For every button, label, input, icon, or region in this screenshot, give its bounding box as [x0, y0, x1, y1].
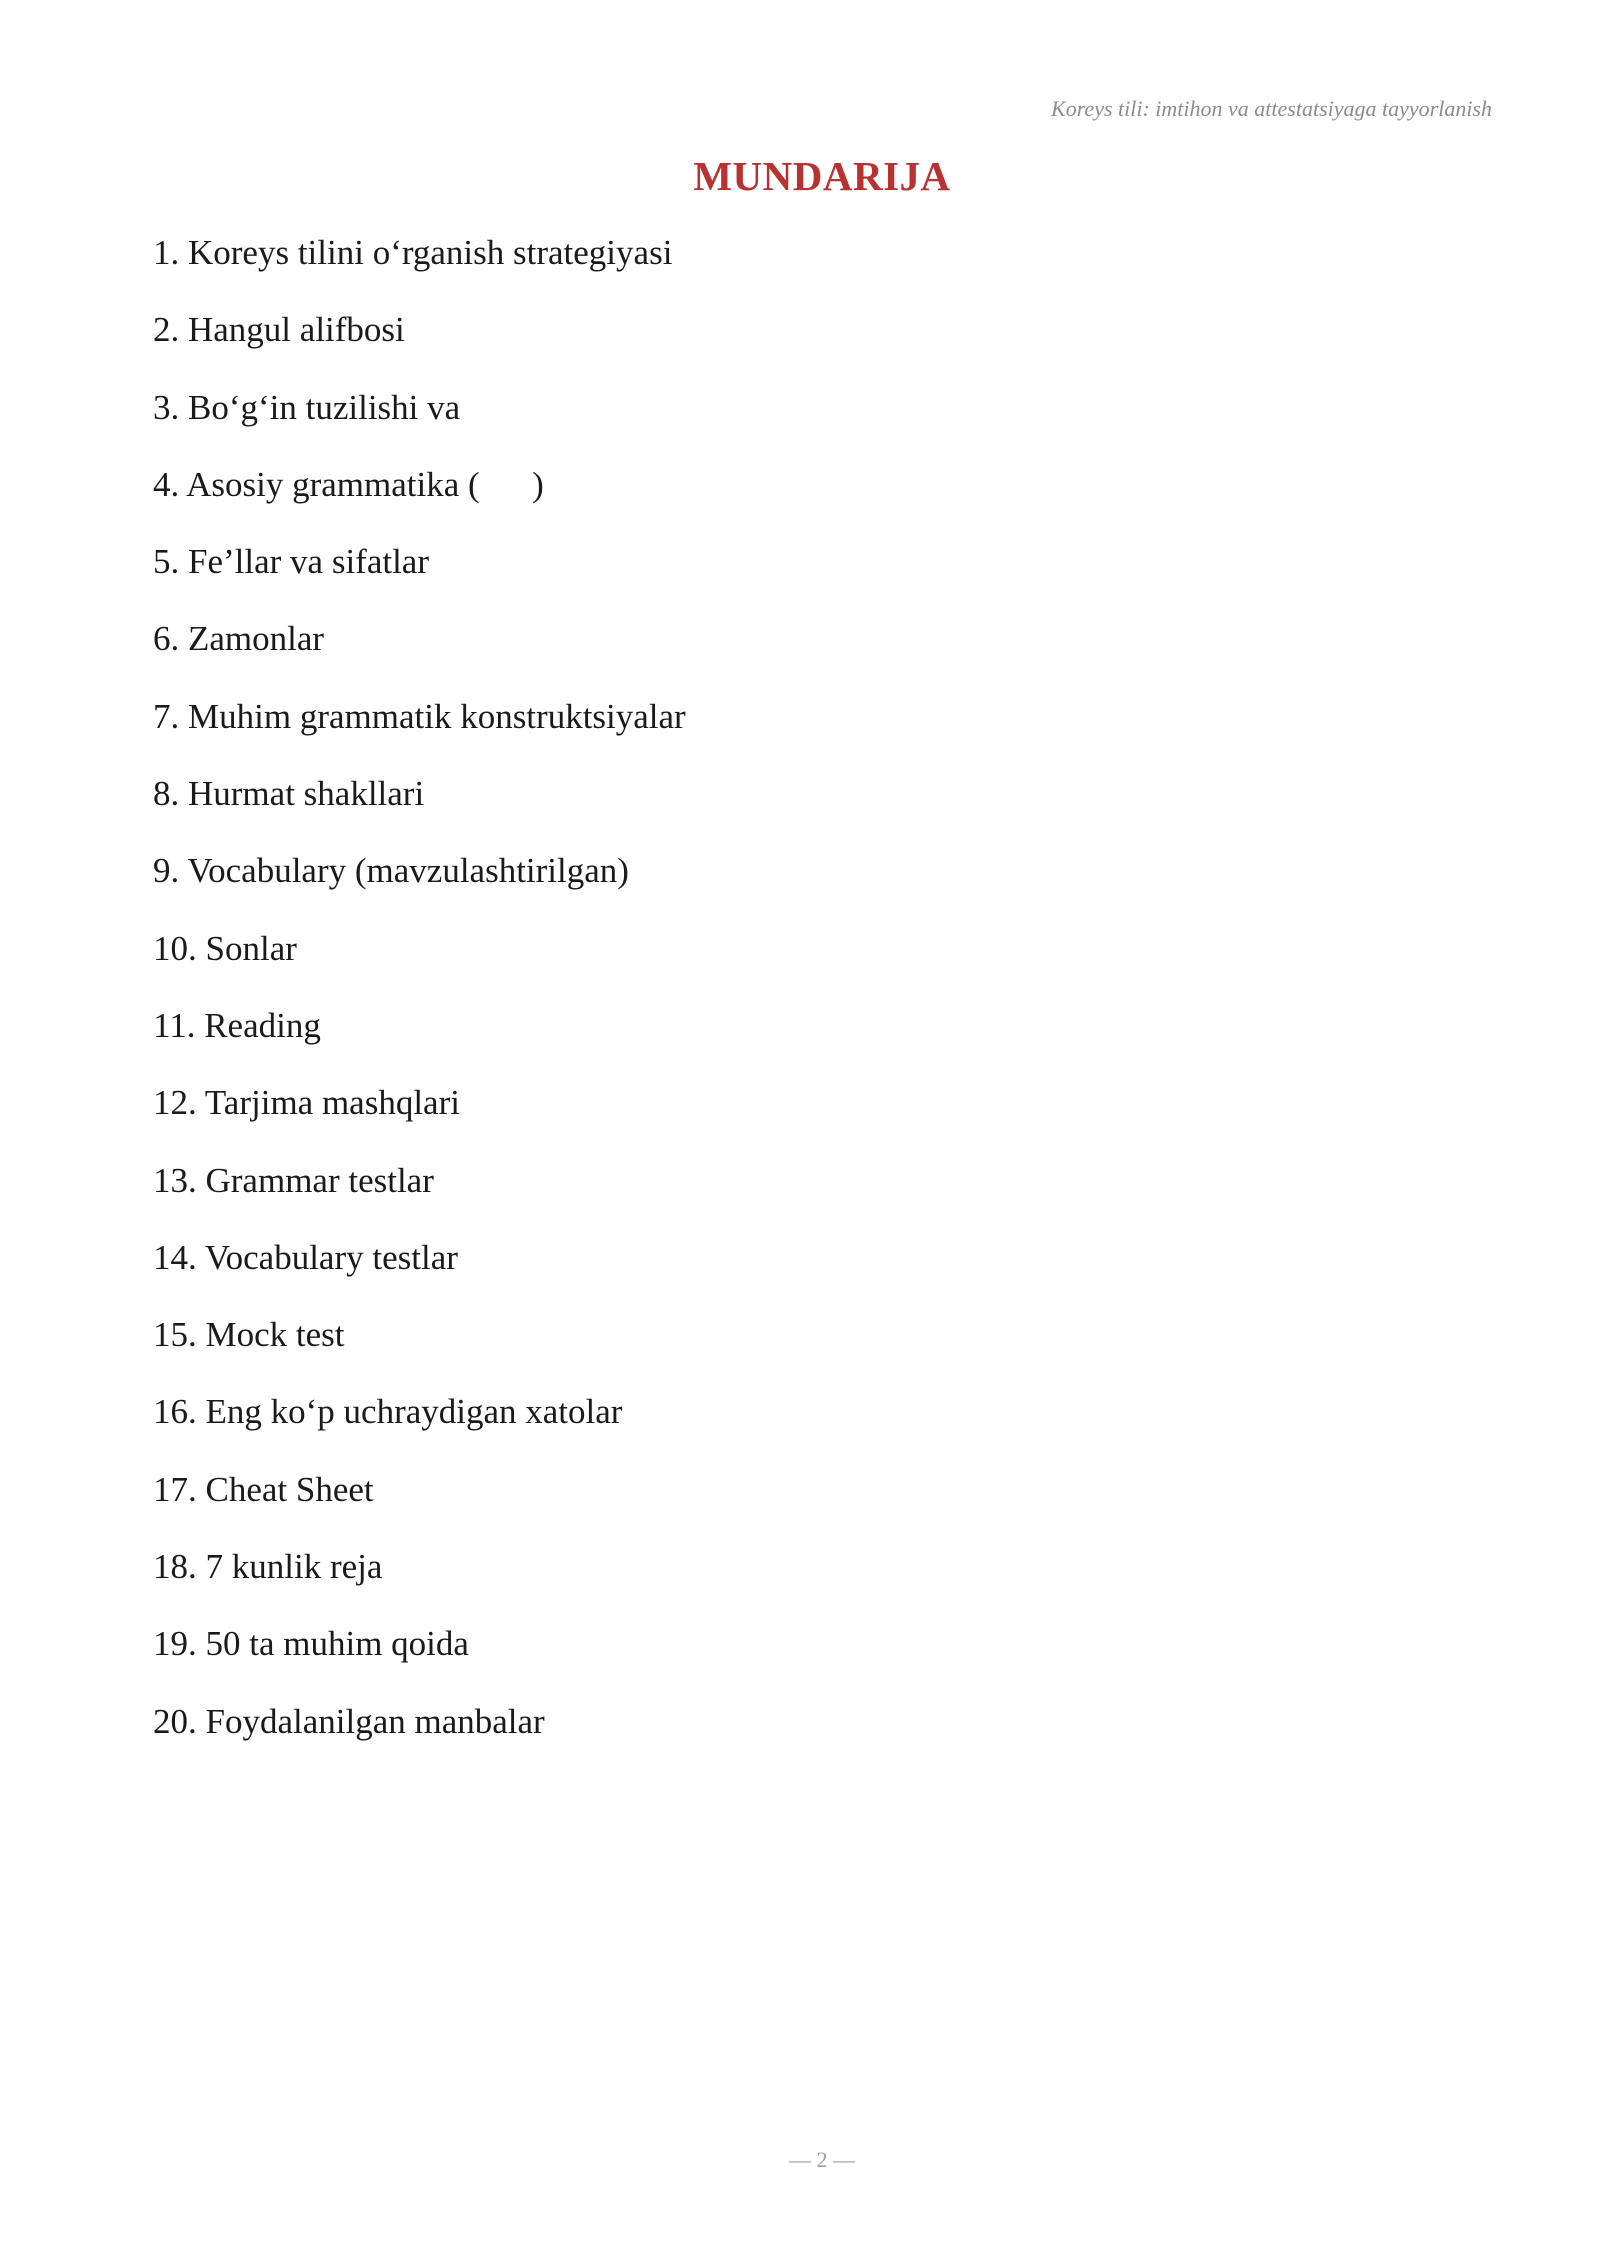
toc-item: [153, 542, 686, 619]
toc-item-number: 13.: [153, 1160, 197, 1200]
page-title: MUNDARIJA: [693, 153, 951, 199]
toc-item: [153, 1470, 686, 1547]
toc-item: [153, 774, 686, 851]
toc-item-number: 9.: [153, 851, 180, 891]
toc-item: [153, 1083, 686, 1160]
toc-item-number: 17.: [153, 1469, 197, 1509]
toc-item: [153, 1161, 686, 1238]
toc-item: [153, 1315, 686, 1392]
toc-item-label: Mock test: [205, 1315, 345, 1355]
toc-item-number: 6.: [153, 619, 180, 659]
toc-item: [153, 929, 686, 1006]
toc-item: [153, 1624, 686, 1701]
toc-item-label: Koreys tilini o‘rganish strategiyasi: [188, 233, 673, 272]
toc-item-number: 5.: [153, 542, 180, 582]
toc-item-label: Bo‘g‘in tuzilishi va: [188, 387, 461, 427]
toc-item-label: Hurmat shakllari: [188, 774, 425, 814]
toc-item-label: Eng ko‘p uchraydigan xatolar: [205, 1392, 623, 1432]
toc-item: [153, 233, 686, 310]
table-of-contents: [153, 233, 686, 1779]
toc-item: [153, 388, 686, 465]
toc-item-number: 14.: [153, 1237, 197, 1277]
toc-item: [153, 697, 686, 774]
toc-item-label: Foydalanilgan manbalar: [205, 1701, 545, 1741]
toc-item: [153, 619, 686, 696]
toc-item: [153, 465, 686, 542]
toc-item-label: Tarjima mashqlari: [204, 1083, 460, 1123]
toc-item-label: 7 kunlik reja: [205, 1547, 383, 1587]
toc-item: [153, 1006, 686, 1083]
toc-item-number: 18.: [153, 1547, 197, 1587]
toc-item-number: 3.: [153, 387, 180, 427]
toc-item: [153, 1238, 686, 1315]
toc-item: [153, 310, 686, 387]
toc-item-label: 50 ta muhim qoida: [205, 1624, 469, 1664]
toc-item: [153, 1702, 686, 1779]
running-header: Koreys tili: imtihon va attestatsiyaga tayyorlanish: [1051, 96, 1492, 121]
toc-item-number: 10.: [153, 928, 197, 968]
toc-item-number: 8.: [153, 774, 180, 814]
toc-item-number: 15.: [153, 1315, 197, 1355]
toc-item-number: 11.: [153, 1005, 196, 1045]
toc-item-number: 4.: [153, 464, 180, 504]
toc-item-label: Sonlar: [205, 928, 297, 968]
toc-item-number: 7.: [153, 696, 180, 736]
toc-item-label: Cheat Sheet: [205, 1469, 374, 1509]
toc-item: [153, 851, 686, 928]
toc-item-label: Grammar testlar: [205, 1160, 434, 1200]
toc-item-number: 2.: [153, 310, 180, 350]
toc-item-number: 1.: [153, 233, 180, 272]
toc-item-number: 20.: [153, 1701, 197, 1741]
toc-item-label: Asosiy grammatika ( ): [186, 464, 544, 504]
toc-item-label: Vocabulary (mavzulashtirilgan): [187, 851, 629, 891]
toc-item-label: Zamonlar: [188, 619, 325, 659]
toc-item-label: Fe’llar va sifatlar: [188, 542, 430, 582]
toc-item-label: Reading: [204, 1005, 321, 1045]
toc-item: [153, 1392, 686, 1469]
toc-item-number: 12.: [153, 1083, 197, 1123]
toc-item-label: Vocabulary testlar: [204, 1237, 458, 1277]
toc-item-number: 16.: [153, 1392, 197, 1432]
toc-item-label: Hangul alifbosi: [188, 310, 405, 350]
page-number: — 2 —: [789, 2147, 855, 2172]
toc-item: [153, 1547, 686, 1624]
toc-item-label: Muhim grammatik konstruktsiyalar: [188, 696, 686, 736]
toc-item-number: 19.: [153, 1624, 197, 1664]
